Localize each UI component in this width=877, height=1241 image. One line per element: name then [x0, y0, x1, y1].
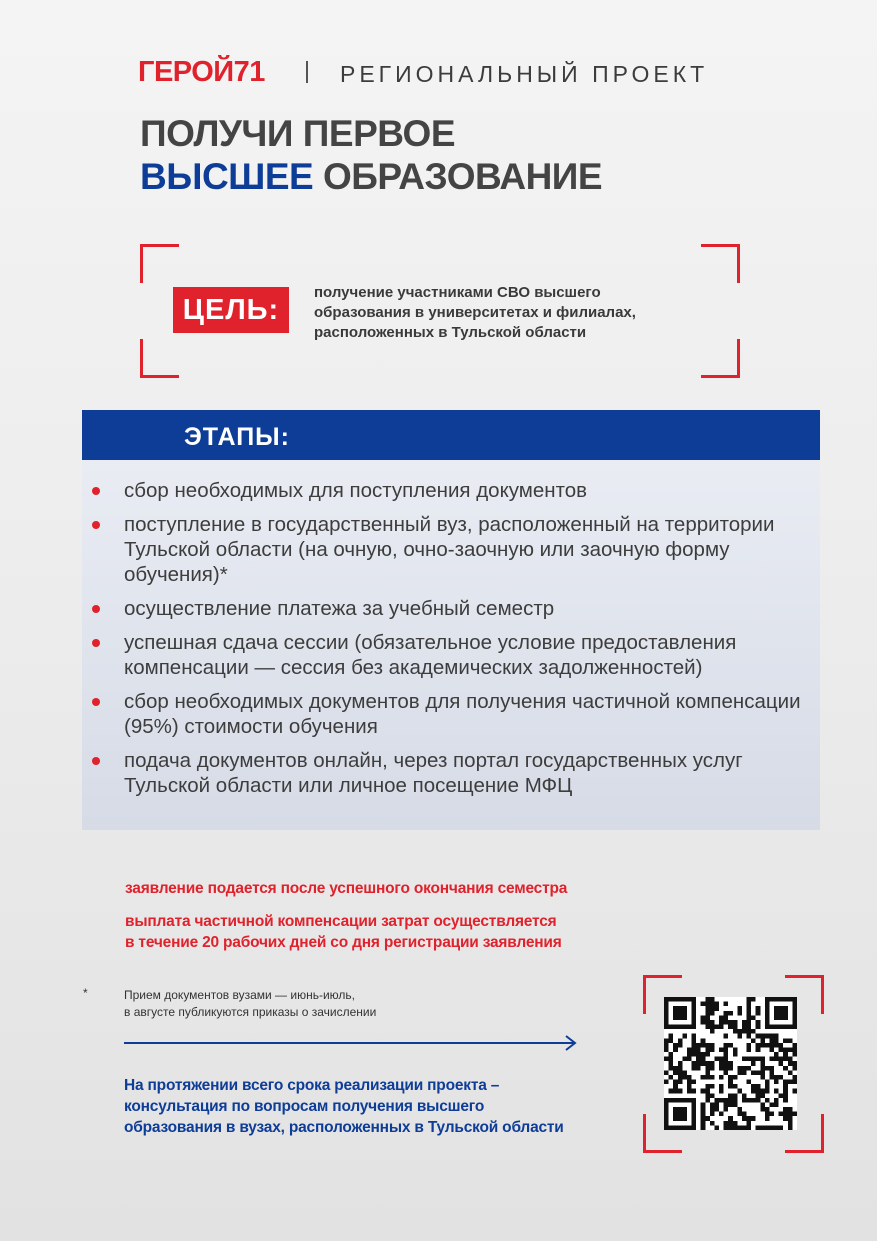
- stage-item: сбор необходимых документов для получения частичной компенсации (95%) стоимости обучения: [124, 689, 820, 739]
- bullet-dot-icon: [92, 605, 100, 613]
- bullet-dot-icon: [92, 639, 100, 647]
- qr-code-icon: [664, 997, 797, 1130]
- consultation-line: консультация по вопросам получения высшего: [124, 1098, 485, 1115]
- stage-item: сбор необходимых для поступления документов: [124, 478, 820, 503]
- goal-line: получение участниками СВО высшего: [314, 284, 601, 301]
- stages-panel: [82, 460, 820, 830]
- stage-item: успешная сдача сессии (обязательное условие предоставления компенсации — сессия без академических задолженностей): [124, 630, 820, 680]
- header-subtitle: РЕГИОНАЛЬНЫЙ ПРОЕКТ: [340, 61, 709, 87]
- frame-corner: [701, 244, 740, 283]
- header-divider: [306, 61, 308, 83]
- bullet-dot-icon: [92, 521, 100, 529]
- frame-corner: [140, 339, 179, 378]
- footnote-line: в августе публикуются приказы о зачислении: [124, 1005, 377, 1019]
- consultation-text: [124, 1075, 624, 1138]
- stages-header: [82, 410, 820, 460]
- goal-line: образования в университетах и филиалах,: [314, 304, 636, 321]
- goal-line: расположенных в Тульской области: [314, 324, 587, 341]
- footnote-line: Прием документов вузами — июнь-июль,: [124, 988, 355, 1002]
- payment-note: [125, 911, 562, 953]
- payment-note-line: выплата частичной компенсации затрат осуществляется: [125, 913, 557, 930]
- bullet-dot-icon: [92, 698, 100, 706]
- brand-logo: ГЕРОЙ71: [138, 56, 265, 88]
- arrow-right-icon: [124, 1033, 580, 1053]
- footnote-text: [124, 987, 376, 1021]
- consultation-line: На протяжении всего срока реализации проекта –: [124, 1077, 500, 1094]
- footnote-marker: *: [83, 986, 88, 1000]
- title-line-2: [140, 155, 602, 198]
- bullet-dot-icon: [92, 487, 100, 495]
- page-title: [140, 112, 602, 198]
- goal-description: [314, 283, 674, 343]
- application-note: заявление подается после успешного окончания семестра: [125, 880, 568, 897]
- payment-note-line: в течение 20 рабочих дней со дня регистрации заявления: [125, 934, 562, 951]
- title-line-1: ПОЛУЧИ ПЕРВОЕ: [140, 113, 456, 154]
- frame-corner: [140, 244, 179, 283]
- frame-corner: [701, 339, 740, 378]
- bullet-dot-icon: [92, 757, 100, 765]
- stage-item: подача документов онлайн, через портал государственных услуг Тульской области или личное посещение МФЦ: [124, 748, 820, 798]
- stages-list: [124, 478, 820, 807]
- goal-badge: ЦЕЛЬ:: [173, 287, 289, 333]
- stage-item: осуществление платежа за учебный семестр: [124, 596, 820, 621]
- title-accent: ВЫСШЕЕ: [140, 156, 314, 197]
- stage-item: поступление в государственный вуз, расположенный на территории Тульской области (на очную, очно-заочную или заочную форму обучения)*: [124, 512, 820, 587]
- consultation-line: образования в вузах, расположенных в Тульской области: [124, 1119, 564, 1136]
- stages-heading: ЭТАПЫ:: [184, 423, 290, 451]
- qr-code[interactable]: [664, 997, 797, 1130]
- title-rest: ОБРАЗОВАНИЕ: [313, 156, 603, 197]
